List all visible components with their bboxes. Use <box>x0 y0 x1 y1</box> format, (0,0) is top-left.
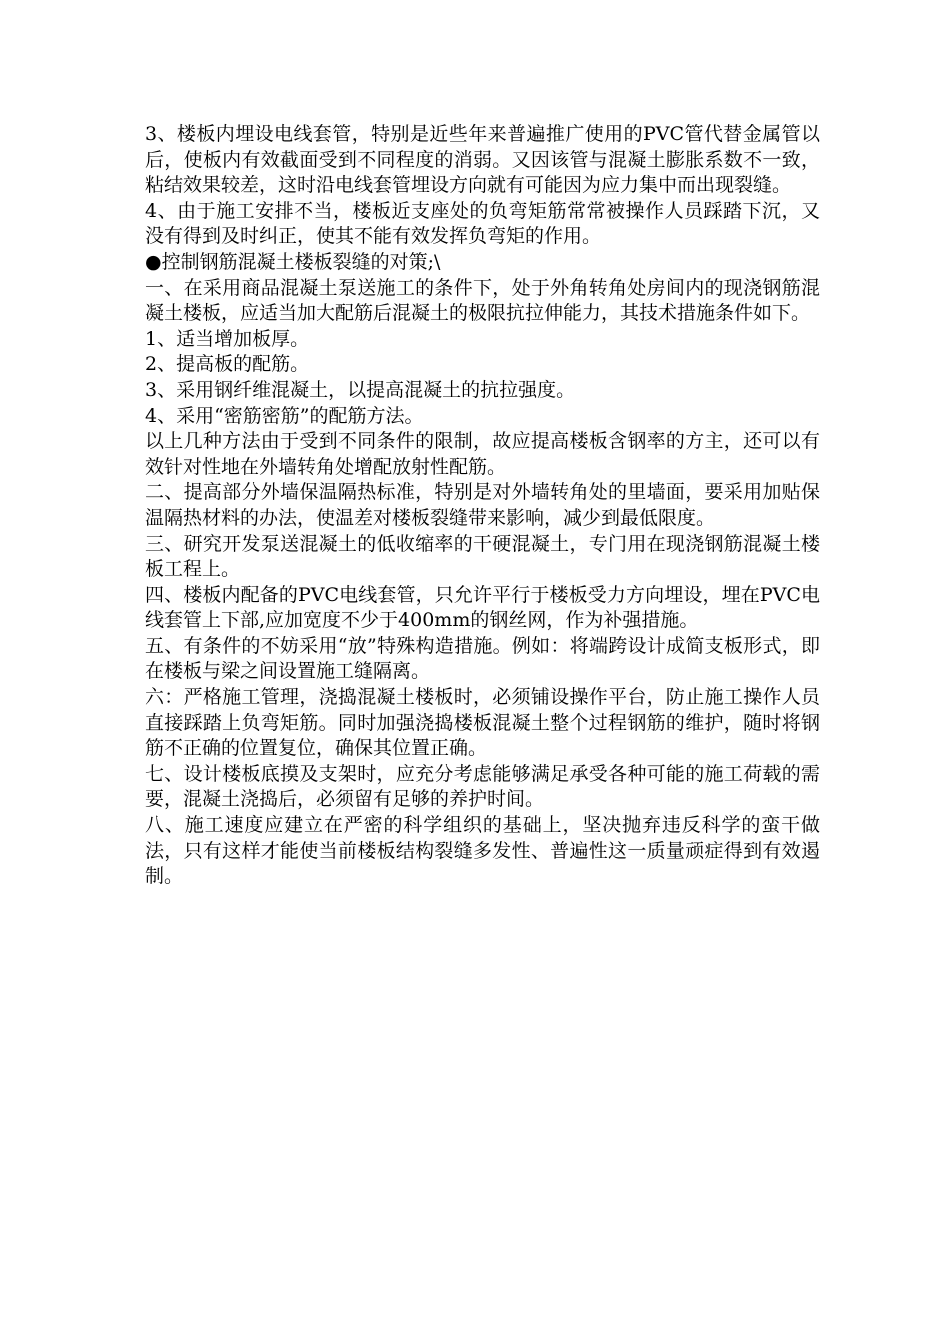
list-item-reinforcement: 2、提高板的配筋。 <box>145 353 310 376</box>
paragraph-measure-6: 六：严格施工管理，浇捣混凝土楼板时，必须铺设操作平台，防止施工操作人员直接踩踏上负弯矩筋。同时加强浇捣楼板混凝土整个过程钢筋的维护，随时将钢筋不正确的位置复位，确保其位置正确。 <box>145 686 820 760</box>
paragraph-measure-8: 八、施工速度应建立在严密的科学组织的基础上，坚决抛弃违反科学的蛮干做法，只有这样才能使当前楼板结构裂缝多发性、普遍性这一质量顽症得到有效遏制。 <box>145 814 820 888</box>
paragraph-measure-1: 一、在采用商品混凝土泵送施工的条件下，处于外角转角处房间内的现浇钢筋混凝土楼板，应适当加大配筋后混凝土的极限抗拉伸能力，其技术措施条件如下。 <box>145 276 820 325</box>
paragraph-measure-3: 三、研究开发泵送混凝土的低收缩率的干硬混凝土，专门用在现浇钢筋混凝土楼板工程上。 <box>145 532 820 581</box>
section-heading-countermeasures: ●控制钢筋混凝土楼板裂缝的对策;\ <box>145 250 441 273</box>
document-body <box>145 122 820 890</box>
paragraph-measure-2: 二、提高部分外墙保温隔热标准，特别是对外墙转角处的里墙面，要采用加贴保温隔热材料的办法，使温差对楼板裂缝带来影响，减少到最低限度。 <box>145 481 820 529</box>
paragraph-measure-4: 四、楼板内配备的PVC电线套管，只允许平行于楼板受力方向埋设，埋在PVC电线套管上下部,应加宽度不少于400mm的钢丝网，作为补强措施。 <box>145 583 820 632</box>
paragraph-measure-7: 七、设计楼板底摸及支架时，应充分考虑能够满足承受各种可能的施工荷载的需要，混凝土浇捣后，必须留有足够的养护时间。 <box>145 762 820 811</box>
list-item-dense-bars: 4、采用“密筋密筋”的配筋方法。 <box>145 404 424 427</box>
list-item-thickness: 1、适当增加板厚。 <box>145 327 310 350</box>
paragraph-construction-cause: 4、由于施工安排不当，楼板近支座处的负弯矩筋常常被操作人员踩踏下沉，又没有得到及时纠正，使其不能有效发挥负弯矩的作用。 <box>145 199 820 248</box>
list-item-steel-fiber: 3、采用钢纤维混凝土，以提高混凝土的抗拉强度。 <box>145 378 576 401</box>
paragraph-conduit-cause: 3、楼板内埋设电线套管，特别是近些年来普遍推广使用的PVC管代替金属管以后，使板内有效截面受到不同程度的消弱。又因该管与混凝土膨胀系数不一致，粘结效果较差，这时沿电线套管埋设方向就有可能因为应力集中而出现裂缝。 <box>145 123 820 197</box>
paragraph-summary: 以上几种方法由于受到不同条件的限制，故应提高楼板含钢率的方主，还可以有效针对性地在外墙转角处增配放射性配筋。 <box>145 430 820 478</box>
paragraph-measure-5: 五、有条件的不妨采用“放”特殊构造措施。例如：将端跨设计成简支板形式，即在楼板与梁之间设置施工缝隔离。 <box>145 634 820 683</box>
